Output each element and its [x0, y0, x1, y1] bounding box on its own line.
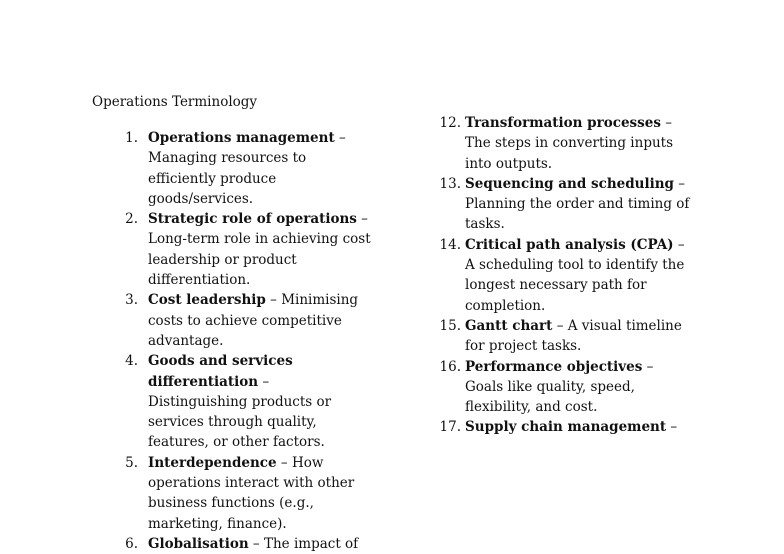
list-item	[110, 351, 372, 452]
term-description: Goals like quality, speed, flexibility, and cost.	[465, 378, 635, 416]
list-number: 1.	[125, 130, 138, 146]
term-separator: –	[552, 317, 568, 334]
term-name: Gantt chart	[465, 317, 553, 334]
list-number: 17.	[439, 419, 461, 436]
term-name: Supply chain management	[465, 419, 667, 436]
term-description: The impact of	[263, 535, 359, 552]
list-number: 6.	[125, 535, 138, 552]
terminology-list-left	[110, 128, 372, 554]
term-separator: –	[666, 419, 678, 436]
term-separator: –	[674, 175, 686, 192]
term-separator: –	[248, 535, 264, 552]
term-description: Distinguishing products or services through quality, features, or other factors.	[148, 393, 332, 451]
list-number: 2.	[125, 211, 138, 228]
term-separator: –	[356, 211, 368, 228]
term-description: Minimising costs to achieve competitive advantage.	[148, 292, 359, 349]
list-item	[432, 417, 694, 437]
term-description: How operations interact with other business functions (e.g., marketing, finance).	[148, 454, 355, 532]
term-description: Planning the order and timing of tasks.	[465, 196, 690, 233]
list-number: 13.	[439, 175, 461, 192]
terminology-list-right	[432, 113, 694, 438]
term-name: Interdependence	[148, 454, 277, 471]
list-item	[432, 113, 694, 174]
term-name: Performance objectives	[465, 358, 643, 375]
list-number: 16.	[439, 358, 461, 375]
term-separator: –	[642, 358, 654, 375]
term-separator: –	[258, 373, 270, 390]
term-name: Globalisation	[148, 535, 249, 552]
term-description: A scheduling tool to identify the longest necessary path for completion.	[465, 257, 685, 314]
list-item	[432, 316, 694, 357]
document-title: Operations Terminology	[92, 94, 258, 110]
list-number: 3.	[125, 292, 138, 309]
term-separator: –	[334, 130, 346, 146]
term-name: Strategic role of operations	[148, 211, 357, 228]
term-separator: –	[673, 236, 685, 253]
list-number: 4.	[125, 353, 138, 370]
term-name: Critical path analysis (CPA)	[465, 236, 674, 253]
list-item	[432, 174, 694, 235]
list-number: 15.	[439, 317, 461, 334]
term-description: Long-term role in achieving cost leadership or product differentiation.	[148, 231, 371, 289]
term-name: Cost leadership	[148, 292, 266, 309]
term-description: The steps in converting inputs into outputs.	[465, 135, 674, 172]
term-name: Sequencing and scheduling	[465, 175, 674, 192]
list-item	[110, 453, 372, 534]
term-separator: –	[265, 292, 282, 309]
list-number: 14.	[439, 236, 461, 253]
term-separator: –	[276, 454, 292, 471]
term-name: Transformation processes	[465, 115, 661, 131]
term-description: A visual timeline for project tasks.	[465, 317, 682, 355]
list-item	[432, 357, 694, 418]
term-name: Operations management	[148, 130, 335, 146]
list-item	[110, 290, 372, 351]
list-item	[432, 235, 694, 316]
term-separator: –	[660, 115, 672, 131]
list-item	[110, 209, 372, 290]
list-item	[110, 128, 372, 209]
list-item	[110, 534, 372, 554]
list-number: 5.	[125, 454, 138, 471]
term-name: Goods and services differentiation	[148, 353, 293, 390]
term-description: Managing resources to efficiently produce goods/services.	[148, 150, 307, 207]
list-number: 12.	[439, 115, 461, 131]
